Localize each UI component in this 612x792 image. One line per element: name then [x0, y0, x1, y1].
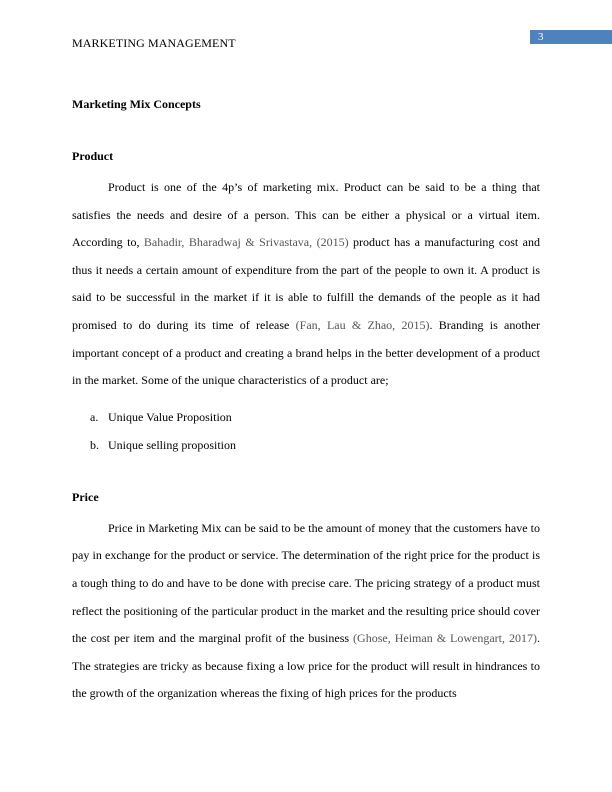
list-marker: b.: [90, 437, 99, 452]
list-marker: a.: [90, 409, 99, 424]
price-paragraph: [72, 515, 540, 708]
section-heading-marketing-mix: Marketing Mix Concepts: [72, 97, 201, 111]
product-characteristics-list: [72, 403, 540, 459]
list-item: [72, 431, 540, 459]
list-item: [72, 403, 540, 431]
citation-ghose: (Ghose, Heiman & Lowengart, 2017): [353, 631, 537, 646]
subheading-price: Price: [72, 489, 99, 504]
price-text-1: Price in Marketing Mix can be said to be the amount of money that the customers have to pay in exchange for the product or service. The determination of the right price for the product is a tough thing to do and have to be done with precise care. The pricing strategy of a product must reflect the positioning of the particular product in the market and the resulting price should cover the cost per item and the marginal profit of the business: [72, 520, 540, 646]
citation-fan: (Fan, Lau & Zhao, 2015): [295, 317, 430, 332]
list-item-text: Unique Value Proposition: [108, 409, 232, 424]
running-header: MARKETING MANAGEMENT: [72, 36, 236, 50]
product-text-1: Product is one of the 4p’s of marketing mix. Product can be said to be a thing that satisfies the needs and desire of a person. This can be either a physical or a virtual item. According to,: [72, 180, 540, 250]
product-text-3: . Branding is another important concept of a product and creating a brand helps in the better development of a product in the market. Some of the unique characteristics of a product are;: [72, 317, 541, 388]
subheading-product: Product: [72, 149, 114, 163]
document-body: [72, 92, 540, 708]
product-text-2: product has a manufacturing cost and thus it needs a certain amount of expenditure from the part of the people to own it. A product is said to be successful in the market if it is able to fulfill the demands of the people as it had promised to do during its time of release: [72, 235, 541, 332]
price-text-2: . The strategies are tricky as because fixing a low price for the product will result in hindrances to the growth of the organization whereas the fixing of high prices for the products: [72, 631, 540, 701]
page-number: 3: [530, 30, 612, 44]
list-item-text: Unique selling proposition: [108, 437, 236, 452]
product-paragraph: [72, 174, 540, 395]
citation-bahadir: Bahadir, Bharadwaj & Srivastava, (2015): [143, 235, 349, 250]
